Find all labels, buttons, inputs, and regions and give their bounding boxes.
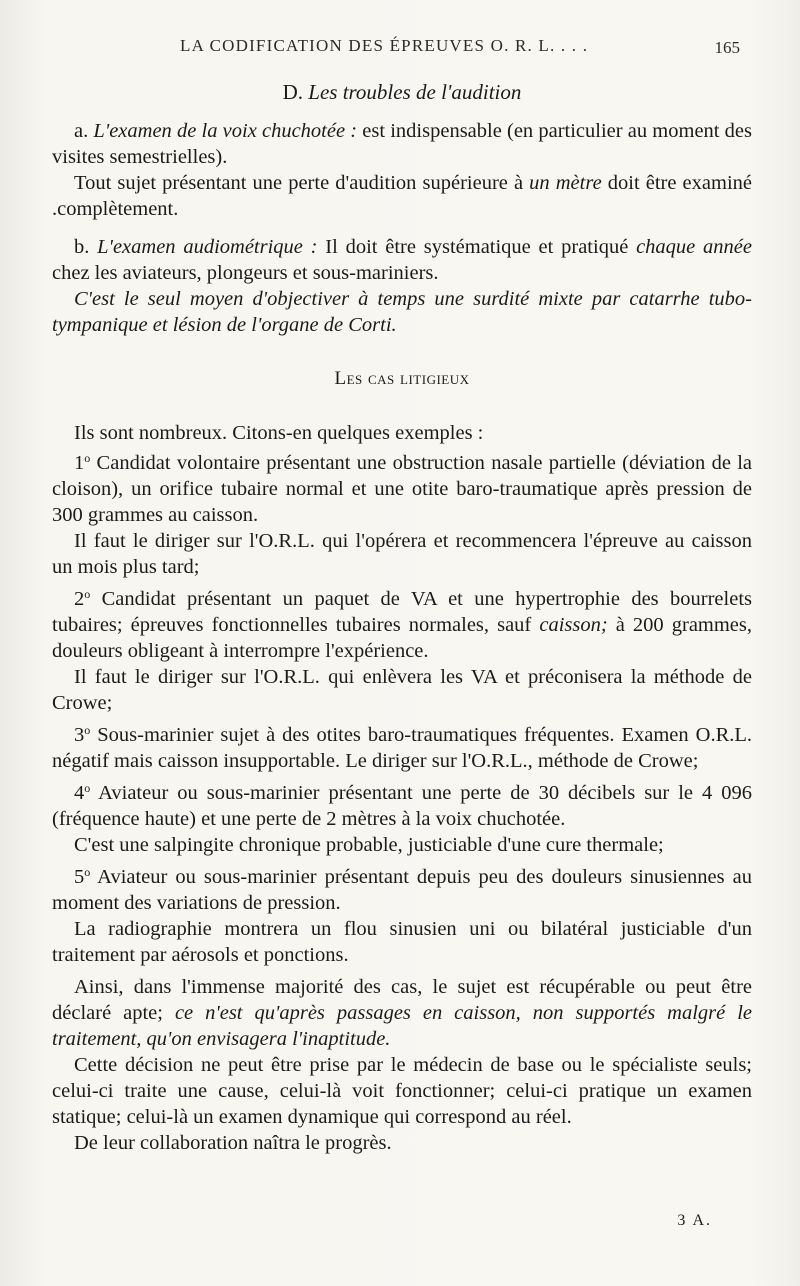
case-5-ordinal: o: [84, 865, 91, 879]
paragraph-a-prefix: a.: [74, 120, 89, 142]
paragraph-a2-before: Tout sujet présentant une perte d'audition supérieure à: [74, 172, 524, 194]
case-3: [52, 722, 752, 774]
case-5-number: 5: [74, 866, 85, 888]
case-2-ordinal: o: [84, 587, 91, 601]
case-4-ordinal: o: [84, 781, 91, 795]
paragraph-a: [52, 118, 752, 170]
case-2-emphasis: caisson;: [539, 614, 608, 636]
paragraph-a-text: est indispensable (en particulier au moment des visites semestrielles).: [52, 120, 752, 168]
conclusion-1-emphasis: ce n'est qu'après passages en caisson, non supportés malgré le traitement, qu'on envisagera l'inaptitude.: [52, 1002, 752, 1050]
paragraph-a2-after: doit être examiné .complètement.: [52, 172, 752, 220]
case-1-number: 1: [74, 452, 85, 474]
case-4-number: 4: [74, 782, 85, 804]
case-4-advice: C'est une salpingite chronique probable, justiciable d'une cure thermale;: [74, 834, 664, 856]
case-2-number: 2: [74, 588, 85, 610]
case-2: [52, 586, 752, 664]
case-2-text-before: Candidat présentant un paquet de VA et une hypertrophie des bourrelets tubaires; épreuves fonctionnelles tubaires normales, sauf: [52, 588, 752, 636]
conclusion-1: [52, 974, 752, 1052]
running-title: LA CODIFICATION DES ÉPREUVES O. R. L. . . .: [180, 36, 589, 55]
section-litigieux-title: Les cas litigieux: [334, 368, 470, 389]
case-4-text: Aviateur ou sous-marinier présentant une perte de 30 décibels sur le 4 096 (fréquence haute) et une perte de 2 mètres à la voix chuchotée.: [52, 782, 753, 830]
case-3-text: Sous-marinier sujet à des otites baro-traumatiques fréquentes. Examen O.R.L. négatif mais caisson insupportable. Le diriger sur l'O.R.L., méthode de Crowe;: [52, 724, 753, 772]
paragraph-b-title: L'examen audiométrique :: [97, 236, 318, 258]
case-1-text: Candidat volontaire présentant une obstruction nasale partielle (déviation de la cloison), un orifice tubaire normal et une otite baro-traumatique après pression de 300 grammes au caisson.: [52, 452, 752, 526]
page-number: 165: [714, 38, 740, 57]
case-3-ordinal: o: [84, 723, 91, 737]
section-title: Les troubles de l'audition: [308, 80, 522, 104]
page-header: [180, 30, 740, 64]
paragraph-b-emphasis: chaque année: [636, 236, 753, 258]
case-5-advice: La radiographie montrera un flou sinusien uni ou bilatéral justiciable d'un traitement par aérosols et ponctions.: [52, 918, 752, 966]
case-1-advice: Il faut le diriger sur l'O.R.L. qui l'opérera et recommencera l'épreuve au caisson un mois plus tard;: [52, 530, 752, 578]
section-label: D.: [282, 80, 304, 104]
intro-paragraph: Ils sont nombreux. Citons-en quelques exemples :: [74, 422, 484, 444]
case-5: [52, 864, 752, 916]
paragraph-b-prefix: b.: [74, 236, 90, 258]
section-heading: [52, 80, 752, 105]
case-2-advice: Il faut le diriger sur l'O.R.L. qui enlèvera les VA et préconisera la méthode de Crowe;: [52, 666, 752, 714]
case-4: [52, 780, 752, 832]
case-1: [52, 450, 752, 528]
case-1-ordinal: o: [84, 451, 91, 465]
paragraph-a2: [52, 170, 752, 222]
signature-mark: 3 A.: [677, 1212, 712, 1229]
paragraph-b: [52, 234, 752, 286]
paragraph-b2: C'est le seul moyen d'objectiver à temps une surdité mixte par catarrhe tubo-tympanique et lésion de l'organe de Corti.: [52, 288, 752, 336]
cases-block: [52, 420, 752, 1156]
paragraph-b-mid: Il doit être systématique et pratiqué: [325, 236, 629, 258]
case-3-number: 3: [74, 724, 85, 746]
audition-block: [52, 118, 752, 338]
paragraph-b-text: chez les aviateurs, plongeurs et sous-mariniers.: [52, 262, 439, 284]
case-5-text: Aviateur ou sous-marinier présentant depuis peu des douleurs sinusiennes au moment des variations de pression.: [52, 866, 752, 914]
conclusion-2: Cette décision ne peut être prise par le médecin de base ou le spécialiste seuls; celui-ci traite une cause, celui-là voit fonctionner; celui-ci pratique un examen statique; celui-là un examen dynamique qui correspond au réel.: [52, 1054, 752, 1128]
conclusion-1-text: Ainsi, dans l'immense majorité des cas, le sujet est récupérable ou peut être déclaré apte;: [52, 976, 752, 1024]
paragraph-a-title: L'examen de la voix chuchotée :: [93, 120, 358, 142]
conclusion-3: De leur collaboration naîtra le progrès.: [74, 1132, 392, 1154]
case-2-text-after: à 200 grammes, douleurs obligeant à interrompre l'expérience.: [52, 614, 753, 662]
paragraph-a2-emphasis: un mètre: [529, 172, 602, 194]
